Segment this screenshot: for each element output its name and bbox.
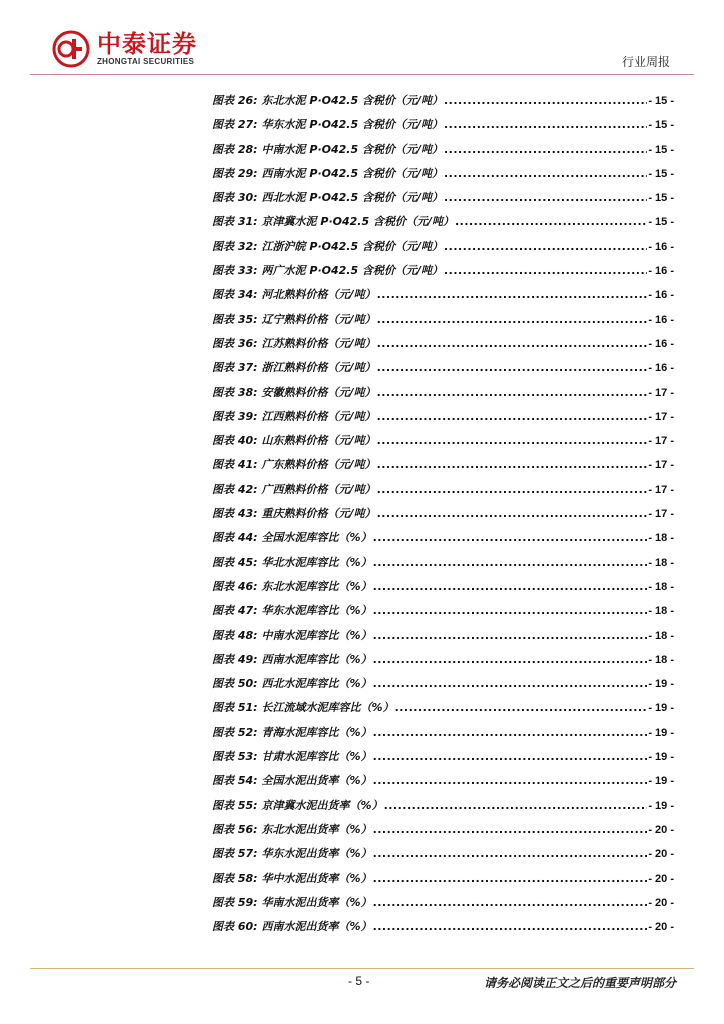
- toc-entry-number: 图表 40:: [212, 434, 258, 448]
- toc-entry-number: 图表 29:: [212, 166, 258, 180]
- toc-entry-number: 图表 45:: [212, 555, 258, 569]
- toc-entry-title: 西南水泥库容比（%）: [261, 652, 372, 666]
- toc-entry-title: 山东熟料价格（元/吨）: [261, 434, 376, 448]
- toc-entry[interactable]: [212, 578, 674, 602]
- toc-entry-number: 图表 33:: [212, 264, 258, 278]
- toc-entry-page: - 15 -: [648, 167, 674, 180]
- toc-entry[interactable]: [212, 918, 674, 942]
- toc-dot-leader: [384, 799, 648, 812]
- toc-entry[interactable]: [212, 529, 674, 553]
- toc-entry-number: 图表 35:: [212, 312, 258, 326]
- toc-entry[interactable]: [212, 359, 674, 383]
- toc-entry-number: 图表 39:: [212, 409, 258, 423]
- toc-dot-leader: [373, 847, 648, 860]
- toc-dot-leader: [373, 726, 648, 739]
- toc-entry-number: 图表 50:: [212, 677, 258, 691]
- toc-entry[interactable]: [212, 141, 674, 165]
- toc-dot-leader: [373, 629, 648, 642]
- toc-entry-number: 图表 32:: [212, 239, 258, 253]
- page-number: - 5 -: [348, 974, 370, 988]
- toc-entry-page: - 16 -: [648, 289, 674, 302]
- toc-entry-page: - 19 -: [648, 726, 674, 739]
- toc-dot-leader: [373, 556, 648, 569]
- toc-entry-page: - 18 -: [648, 653, 674, 666]
- toc-dot-leader: [377, 434, 648, 447]
- toc-entry-title: 全国水泥出货率（%）: [261, 774, 372, 788]
- toc-entry[interactable]: [212, 724, 674, 748]
- toc-entry-page: - 16 -: [648, 313, 674, 326]
- toc-entry-number: 图表 44:: [212, 531, 258, 545]
- logo-english-name: ZHONGTAI SECURITIES: [97, 57, 195, 66]
- toc-entry[interactable]: [212, 92, 674, 116]
- toc-entry[interactable]: [212, 627, 674, 651]
- toc-entry-title: 江浙沪皖 P·O42.5 含税价（元/吨）: [261, 239, 443, 253]
- toc-entry[interactable]: [212, 481, 674, 505]
- toc-entry-number: 图表 31:: [212, 215, 258, 229]
- report-type-label: 行业周报: [621, 55, 670, 69]
- toc-dot-leader: [373, 750, 648, 763]
- toc-entry-page: - 18 -: [648, 580, 674, 593]
- toc-dot-leader: [373, 920, 648, 933]
- toc-entry-page: - 20 -: [648, 921, 674, 934]
- toc-entry-page: - 18 -: [648, 629, 674, 642]
- toc-entry[interactable]: [212, 408, 674, 432]
- toc-entry-page: - 20 -: [648, 896, 674, 909]
- toc-entry-number: 图表 38:: [212, 385, 258, 399]
- toc-entry-title: 青海水泥库容比（%）: [261, 725, 372, 739]
- toc-entry[interactable]: [212, 213, 674, 237]
- logo-chinese-name: 中泰证券: [97, 30, 197, 58]
- toc-entry[interactable]: [212, 189, 674, 213]
- toc-entry-number: 图表 48:: [212, 628, 258, 642]
- toc-entry-number: 图表 56:: [212, 822, 258, 836]
- toc-entry[interactable]: [212, 894, 674, 918]
- toc-entry[interactable]: [212, 311, 674, 335]
- toc-entry-title: 中南水泥 P·O42.5 含税价（元/吨）: [261, 142, 443, 156]
- toc-entry[interactable]: [212, 432, 674, 456]
- toc-dot-leader: [444, 167, 647, 180]
- toc-entry-title: 全国水泥库容比（%）: [261, 531, 372, 545]
- toc-entry-title: 中南水泥库容比（%）: [261, 628, 372, 642]
- toc-entry-number: 图表 52:: [212, 725, 258, 739]
- toc-entry-number: 图表 43:: [212, 507, 258, 521]
- toc-entry-page: - 17 -: [648, 410, 674, 423]
- toc-entry-page: - 16 -: [648, 240, 674, 253]
- toc-entry[interactable]: [212, 238, 674, 262]
- toc-entry[interactable]: [212, 165, 674, 189]
- toc-entry-title: 华东水泥 P·O42.5 含税价（元/吨）: [261, 118, 443, 132]
- toc-entry-page: - 18 -: [648, 605, 674, 618]
- toc-entry-title: 西北水泥 P·O42.5 含税价（元/吨）: [261, 191, 443, 205]
- toc-entry-title: 华东水泥出货率（%）: [261, 847, 372, 861]
- toc-entry-number: 图表 57:: [212, 847, 258, 861]
- toc-entry[interactable]: [212, 335, 674, 359]
- toc-entry-number: 图表 46:: [212, 579, 258, 593]
- toc-entry-title: 长江流域水泥库容比（%）: [261, 701, 394, 715]
- toc-entry-number: 图表 49:: [212, 652, 258, 666]
- toc-entry[interactable]: [212, 821, 674, 845]
- logo-text: [97, 31, 197, 67]
- toc-entry[interactable]: [212, 699, 674, 723]
- toc-entry-page: - 19 -: [648, 702, 674, 715]
- toc-dot-leader: [377, 337, 648, 350]
- toc-entry[interactable]: [212, 797, 674, 821]
- toc-entry-title: 华北水泥库容比（%）: [261, 555, 372, 569]
- toc-entry-page: - 17 -: [648, 483, 674, 496]
- toc-entry-number: 图表 55:: [212, 798, 258, 812]
- toc-entry-number: 图表 47:: [212, 604, 258, 618]
- toc-entry-title: 东北水泥 P·O42.5 含税价（元/吨）: [261, 94, 443, 107]
- toc-entry-title: 广西熟料价格（元/吨）: [261, 482, 376, 496]
- toc-entry-page: - 19 -: [648, 678, 674, 691]
- toc-entry-title: 京津冀水泥 P·O42.5 含税价（元/吨）: [261, 215, 454, 229]
- toc-entry-title: 河北熟料价格（元/吨）: [261, 288, 376, 302]
- toc-entry-page: - 15 -: [648, 95, 674, 107]
- toc-entry[interactable]: [212, 870, 674, 894]
- toc-entry-title: 两广水泥 P·O42.5 含税价（元/吨）: [261, 264, 443, 278]
- toc-dot-leader: [377, 507, 648, 520]
- toc-entry-page: - 17 -: [648, 459, 674, 472]
- table-of-figures: [212, 92, 674, 942]
- toc-entry-title: 广东熟料价格（元/吨）: [261, 458, 376, 472]
- toc-dot-leader: [373, 677, 648, 690]
- toc-entry[interactable]: [212, 748, 674, 772]
- zhongtai-logo-icon: [52, 30, 90, 68]
- toc-dot-leader: [444, 240, 647, 253]
- toc-entry-number: 图表 30:: [212, 191, 258, 205]
- toc-entry-page: - 19 -: [648, 775, 674, 788]
- toc-entry-number: 图表 37:: [212, 361, 258, 375]
- toc-entry-number: 图表 51:: [212, 701, 258, 715]
- toc-dot-leader: [373, 604, 648, 617]
- toc-entry-number: 图表 53:: [212, 750, 258, 764]
- toc-entry[interactable]: [212, 845, 674, 869]
- toc-dot-leader: [373, 653, 648, 666]
- toc-entry-title: 华南水泥出货率（%）: [261, 895, 372, 909]
- page-header: [0, 0, 724, 80]
- toc-entry-number: 图表 41:: [212, 458, 258, 472]
- toc-entry-number: 图表 54:: [212, 774, 258, 788]
- toc-entry-page: - 18 -: [648, 532, 674, 545]
- toc-entry-page: - 19 -: [648, 751, 674, 764]
- toc-entry[interactable]: [212, 554, 674, 578]
- toc-entry[interactable]: [212, 262, 674, 286]
- toc-entry-number: 图表 60:: [212, 920, 258, 934]
- toc-dot-leader: [373, 774, 648, 787]
- toc-entry-page: - 16 -: [648, 337, 674, 350]
- toc-dot-leader: [444, 143, 647, 156]
- toc-dot-leader: [444, 94, 647, 107]
- toc-dot-leader: [377, 313, 648, 326]
- toc-entry[interactable]: [212, 456, 674, 480]
- toc-dot-leader: [373, 872, 648, 885]
- toc-entry-number: 图表 59:: [212, 895, 258, 909]
- toc-entry[interactable]: [212, 505, 674, 529]
- toc-entry-page: - 19 -: [648, 799, 674, 812]
- toc-entry[interactable]: [212, 286, 674, 310]
- toc-entry-page: - 17 -: [648, 508, 674, 521]
- toc-dot-leader: [444, 191, 647, 204]
- toc-entry-page: - 20 -: [648, 848, 674, 861]
- toc-entry-number: 图表 58:: [212, 871, 258, 885]
- disclaimer-text: 请务必阅读正文之后的重要声明部分: [483, 976, 676, 990]
- toc-entry[interactable]: [212, 651, 674, 675]
- toc-entry-title: 辽宁熟料价格（元/吨）: [261, 312, 376, 326]
- toc-entry[interactable]: [212, 602, 674, 626]
- footer-divider: [30, 968, 694, 969]
- toc-entry-page: - 15 -: [648, 143, 674, 156]
- toc-entry-page: - 18 -: [648, 556, 674, 569]
- toc-entry-title: 东北水泥库容比（%）: [261, 579, 372, 593]
- header-divider: [30, 74, 694, 75]
- toc-entry-title: 西南水泥出货率（%）: [261, 920, 372, 934]
- toc-entry-page: - 15 -: [648, 119, 674, 132]
- toc-entry-page: - 17 -: [648, 386, 674, 399]
- toc-dot-leader: [377, 410, 648, 423]
- toc-dot-leader: [444, 118, 647, 131]
- toc-entry[interactable]: [212, 675, 674, 699]
- toc-entry-page: - 20 -: [648, 872, 674, 885]
- toc-dot-leader: [455, 215, 647, 228]
- toc-entry-page: - 17 -: [648, 435, 674, 448]
- toc-dot-leader: [377, 386, 648, 399]
- toc-entry-title: 江苏熟料价格（元/吨）: [261, 336, 376, 350]
- toc-entry-number: 图表 27:: [212, 118, 258, 132]
- toc-dot-leader: [373, 531, 648, 544]
- toc-dot-leader: [395, 701, 648, 714]
- toc-dot-leader: [373, 823, 648, 836]
- toc-entry-title: 重庆熟料价格（元/吨）: [261, 507, 376, 521]
- toc-entry-number: 图表 28:: [212, 142, 258, 156]
- toc-entry-title: 浙江熟料价格（元/吨）: [261, 361, 376, 375]
- toc-dot-leader: [377, 361, 648, 374]
- toc-entry-page: - 15 -: [648, 192, 674, 205]
- toc-entry-number: 图表 34:: [212, 288, 258, 302]
- toc-dot-leader: [373, 580, 648, 593]
- toc-dot-leader: [377, 458, 648, 471]
- toc-entry-title: 东北水泥出货率（%）: [261, 822, 372, 836]
- toc-entry-title: 西北水泥库容比（%）: [261, 677, 372, 691]
- toc-dot-leader: [444, 264, 647, 277]
- toc-dot-leader: [373, 896, 648, 909]
- toc-entry-title: 江西熟料价格（元/吨）: [261, 409, 376, 423]
- toc-entry-title: 安徽熟料价格（元/吨）: [261, 385, 376, 399]
- toc-entry-title: 华中水泥出货率（%）: [261, 871, 372, 885]
- toc-entry-page: - 15 -: [648, 216, 674, 229]
- toc-entry-title: 西南水泥 P·O42.5 含税价（元/吨）: [261, 166, 443, 180]
- toc-entry-number: 图表 36:: [212, 336, 258, 350]
- toc-entry-number: 图表 42:: [212, 482, 258, 496]
- toc-entry-page: - 16 -: [648, 265, 674, 278]
- toc-entry-page: - 16 -: [648, 362, 674, 375]
- toc-dot-leader: [377, 288, 648, 301]
- toc-dot-leader: [377, 483, 648, 496]
- toc-entry-page: - 20 -: [648, 823, 674, 836]
- toc-entry-title: 京津冀水泥出货率（%）: [261, 798, 383, 812]
- toc-entry[interactable]: [212, 116, 674, 140]
- toc-entry-number: 图表 26:: [212, 94, 258, 107]
- company-logo: [52, 26, 232, 72]
- toc-entry-title: 甘肃水泥库容比（%）: [261, 750, 372, 764]
- toc-entry[interactable]: [212, 384, 674, 408]
- toc-entry[interactable]: [212, 772, 674, 796]
- toc-entry-title: 华东水泥库容比（%）: [261, 604, 372, 618]
